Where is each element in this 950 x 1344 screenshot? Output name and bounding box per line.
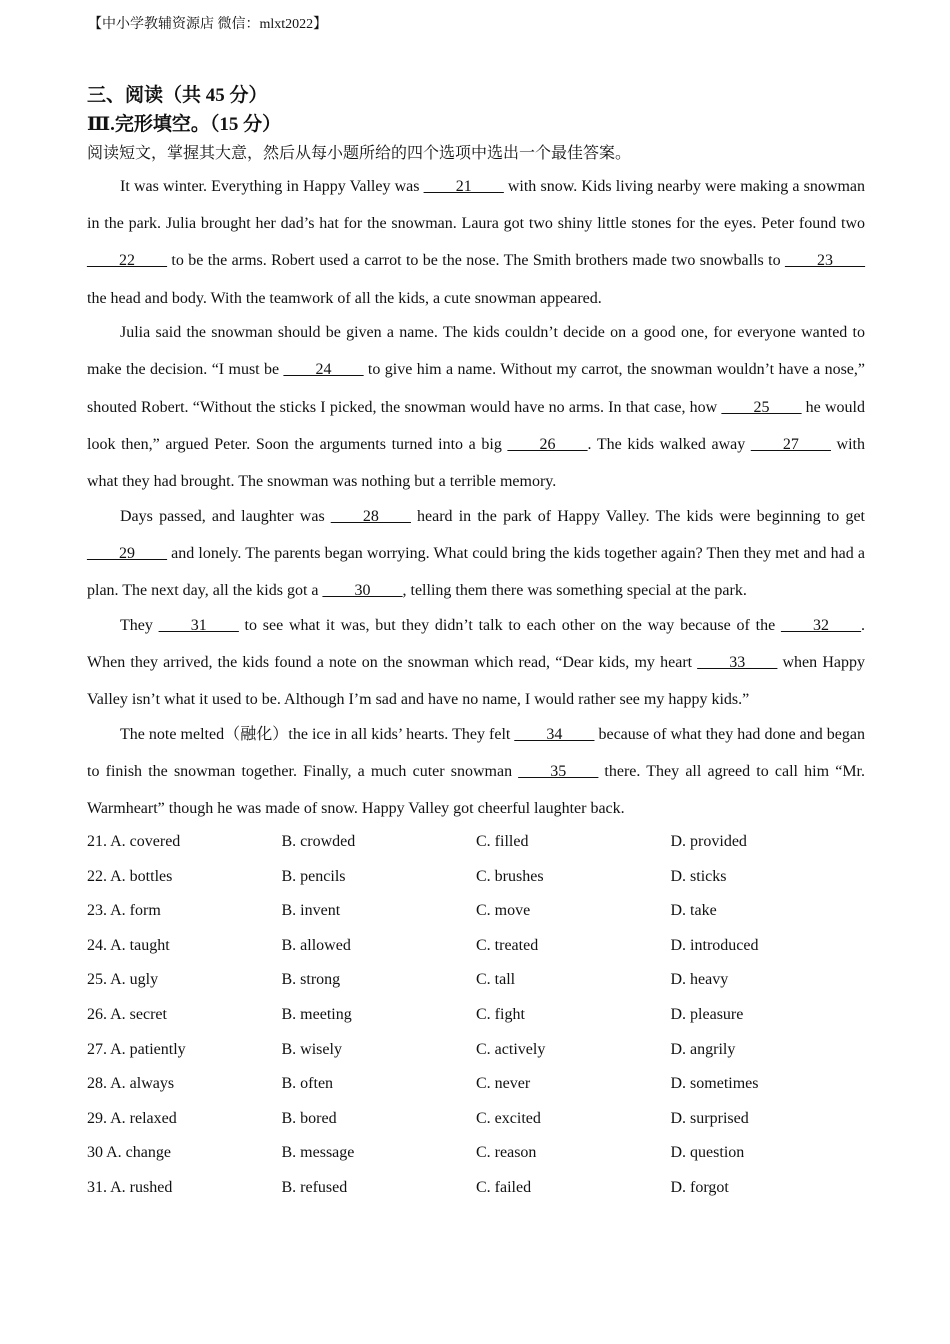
answer-blank: ____25____ [721, 398, 802, 416]
passage-text: . When they arrived, the kids found a note on the snowman which read, “Dear kids, my heart [87, 616, 866, 671]
option-choice: D. angrily [670, 1040, 736, 1058]
option-choice: B. meeting [281, 1005, 352, 1023]
passage-text: he would look then,” argued Peter. Soon the arguments turned into a big [87, 398, 865, 453]
question-row [87, 1137, 867, 1172]
option-choice: D. sometimes [670, 1075, 759, 1093]
answer-blank: ____27____ [750, 435, 831, 453]
option-choice: D. introduced [670, 936, 759, 954]
option-choice: C. excited [476, 1109, 541, 1127]
passage-paragraph [87, 168, 865, 317]
option-choice: C. never [476, 1075, 531, 1093]
option-choice: C. actively [476, 1040, 546, 1058]
option-choice: 30 A. change [87, 1144, 171, 1162]
answer-blank: ____30____ [322, 582, 403, 600]
answer-blank: ____26____ [507, 435, 588, 453]
question-row [87, 999, 867, 1034]
option-choice: 29. A. relaxed [87, 1109, 177, 1127]
passage-paragraph [87, 716, 865, 828]
passage-text: there. They all agreed to call him “Mr. Warmheart” though he was made of snow. Happy Valley got cheerful laughter back. [87, 762, 865, 818]
passage-paragraph [87, 498, 865, 610]
option-choice: B. strong [281, 971, 341, 989]
option-choice: 26. A. secret [87, 1005, 167, 1023]
answer-blank: ____31____ [158, 616, 239, 634]
passage-text: and lonely. The parents began worrying. What could bring the kids together again? Then they met and had a plan. The next day, all the kids got a [87, 544, 865, 600]
question-options [87, 826, 867, 1207]
passage-text: because of what they had done and began to finish the snowman together. Finally, a much cuter snowman [87, 725, 865, 780]
option-choice: D. provided [670, 833, 747, 850]
option-choice: C. brushes [476, 867, 544, 885]
question-row [87, 895, 867, 930]
option-choice: D. surprised [670, 1109, 749, 1127]
passage-text: to see what it was, but they didn’t talk to each other on the way because of the [238, 616, 782, 634]
passage-text: to be the arms. Robert used a carrot to be the nose. The Smith brothers made two snowballs to [167, 252, 785, 270]
answer-blank: ____24____ [283, 361, 364, 379]
passage-text: the head and body. With the teamwork of all the kids, a cute snowman appeared. [87, 289, 602, 307]
option-choice: B. often [281, 1075, 334, 1093]
option-choice: 28. A. always [87, 1075, 175, 1093]
option-choice: B. refused [281, 1178, 348, 1196]
option-choice: D. question [670, 1144, 745, 1162]
question-row [87, 930, 867, 965]
passage-text: when Happy Valley isn’t what it used to be. Although I’m sad and have no name, I would rather see my happy kids.” [87, 653, 865, 709]
passage-text: Julia said the snowman should be given a name. The kids couldn’t decide on a good one, for everyone wanted to make the decision. “I must be [87, 324, 865, 379]
option-choice: C. reason [476, 1144, 537, 1162]
option-choice: B. pencils [281, 867, 346, 885]
option-choice: 27. A. patiently [87, 1040, 186, 1058]
answer-blank: ____34____ [514, 725, 595, 743]
option-choice: 31. A. rushed [87, 1178, 173, 1196]
instruction: 阅读短文，掌握其大意，然后从每小题所给的四个选项中选出一个最佳答案。 [87, 145, 632, 162]
passage-text: heard in the park of Happy Valley. The kids were beginning to get [410, 507, 865, 525]
option-choice: D. pleasure [670, 1005, 744, 1023]
option-choice: B. crowded [281, 833, 356, 850]
answer-blank: ____21____ [423, 178, 504, 195]
passage-text: . The kids walked away [587, 435, 751, 453]
passage-text: Days passed, and laughter was [120, 507, 331, 525]
option-choice: C. filled [476, 833, 529, 850]
answer-blank: ____33____ [697, 653, 778, 671]
passage-text: to give him a name. Without my carrot, the snowman wouldn’t have a nose,” shouted Robert. “Without the sticks I picked, the snowman would have no arms. In that case, how [87, 361, 866, 416]
option-choice: 23. A. form [87, 902, 161, 920]
passage-text: They [120, 616, 159, 634]
question-row [87, 826, 867, 861]
passage-paragraph [87, 607, 865, 719]
question-row [87, 1172, 867, 1207]
passage-text: , telling them there was something special at the park. [402, 582, 747, 600]
option-choice: C. fight [476, 1005, 525, 1023]
section-title: 三、阅读（共 45 分） [87, 85, 268, 106]
question-row [87, 1103, 867, 1138]
option-choice: D. sticks [670, 867, 727, 885]
option-choice: 24. A. taught [87, 936, 170, 954]
passage-text: with what they had brought. The snowman was nothing but a terrible memory. [87, 435, 865, 491]
option-choice: 21. A. covered [87, 833, 181, 850]
answer-blank: ____23____ [785, 252, 865, 270]
passage-text: The note melted（融化）the ice in all kids’ hearts. They felt [120, 725, 515, 743]
question-row [87, 861, 867, 896]
answer-blank: ____32____ [781, 616, 862, 634]
answer-blank: ____28____ [330, 507, 411, 525]
option-choice: D. heavy [670, 971, 729, 989]
option-choice: B. message [281, 1144, 355, 1162]
question-row [87, 1068, 867, 1103]
option-choice: D. take [670, 902, 717, 920]
option-choice: C. failed [476, 1178, 532, 1196]
passage-text: with snow. Kids living nearby were making a snowman in the park. Julia brought her dad’s hat for the snowman. Laura got two shiny little stones for the eyes. Peter found two [87, 178, 866, 233]
option-choice: B. wisely [281, 1040, 342, 1058]
option-choice: C. move [476, 902, 531, 920]
option-choice: B. allowed [281, 936, 351, 954]
page-header: 【中小学教辅资源店 微信：mlxt2022】 [88, 17, 328, 32]
option-choice: C. tall [476, 971, 516, 989]
question-row [87, 964, 867, 999]
question-row [87, 1034, 867, 1069]
subsection-title: Ⅲ.完形填空。（15 分） [87, 114, 282, 135]
answer-blank: ____35____ [518, 762, 599, 780]
answer-blank: ____22____ [87, 252, 167, 270]
answer-blank: ____29____ [87, 544, 167, 562]
option-choice: D. forgot [670, 1178, 729, 1196]
option-choice: 22. A. bottles [87, 867, 173, 885]
option-choice: B. invent [281, 902, 341, 920]
option-choice: C. treated [476, 936, 539, 954]
passage-paragraph [87, 314, 865, 500]
option-choice: B. bored [281, 1109, 337, 1127]
passage [87, 168, 865, 825]
option-choice: 25. A. ugly [87, 971, 159, 989]
passage-text: It was winter. Everything in Happy Valley was [120, 178, 424, 195]
